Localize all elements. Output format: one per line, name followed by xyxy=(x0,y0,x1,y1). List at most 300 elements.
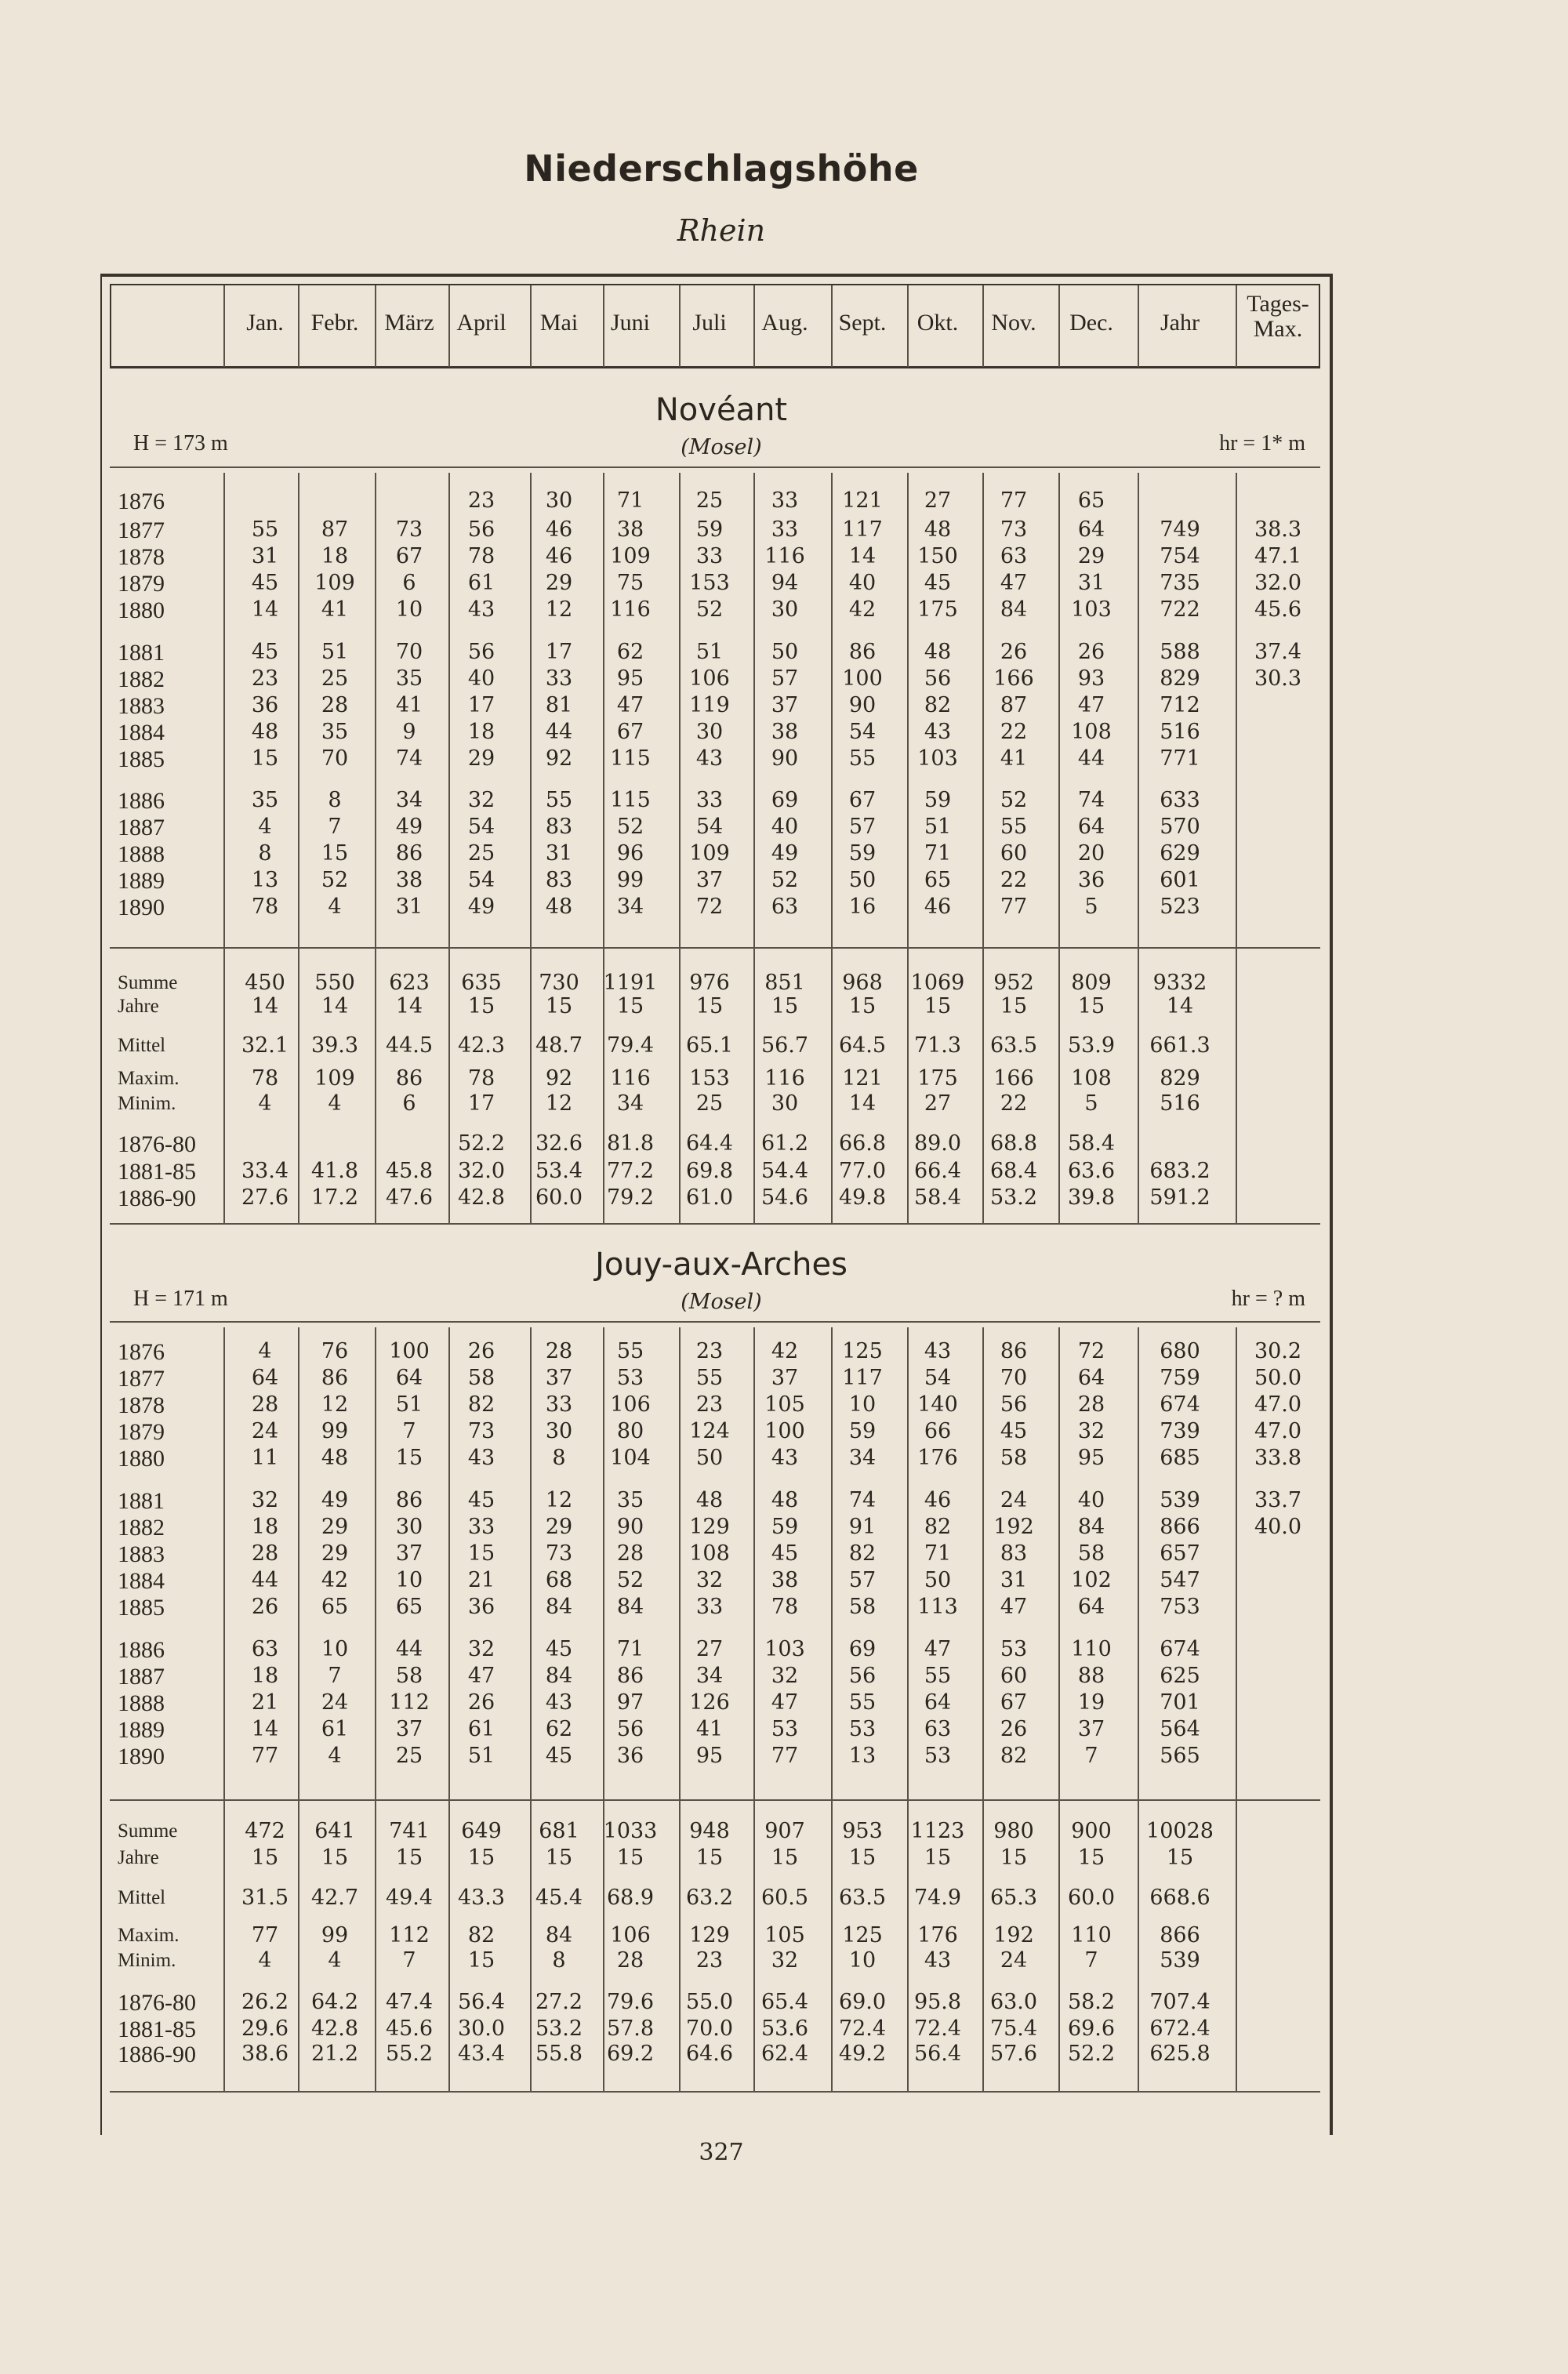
summary-cell: 55.0 xyxy=(685,1990,734,2014)
row-label-year: 1886 xyxy=(118,1637,165,1663)
summary-cell: 45.4 xyxy=(535,1886,583,1910)
table-cell: 35 xyxy=(251,788,279,812)
summary-cell: 15 xyxy=(924,1846,952,1870)
summary-cell: 15 xyxy=(1077,1846,1105,1870)
summary-cell: 84 xyxy=(545,1923,573,1947)
table-cell: 12 xyxy=(545,597,573,622)
table-cell: 82 xyxy=(467,1392,495,1417)
summary-cell: 69.8 xyxy=(685,1159,734,1183)
summary-cell: 53.4 xyxy=(535,1159,583,1183)
table-cell: 33 xyxy=(695,788,724,812)
summary-cell: 43.3 xyxy=(457,1886,506,1910)
table-cell: 25 xyxy=(321,666,349,691)
table-cell: 21 xyxy=(467,1568,495,1592)
summary-cell: 968 xyxy=(842,971,883,995)
summary-cell: 15 xyxy=(545,994,573,1018)
summary-cell: 26.2 xyxy=(241,1990,289,2014)
table-cell: 34 xyxy=(395,788,423,812)
table-cell: 84 xyxy=(545,1664,573,1688)
summary-cell: 24 xyxy=(1000,1948,1028,1973)
table-cell: 109 xyxy=(314,571,355,595)
table-cell: 117 xyxy=(842,1366,883,1390)
row-label-year: 1888 xyxy=(118,841,165,867)
table-cell: 67 xyxy=(616,720,644,744)
summary-cell: 4 xyxy=(328,1948,342,1973)
table-cell: 60 xyxy=(1000,1664,1028,1688)
summary-cell: 47.6 xyxy=(385,1185,434,1210)
table-cell: 34 xyxy=(616,895,644,919)
summary-cell: 948 xyxy=(689,1819,730,1843)
summary-cell: 79.2 xyxy=(606,1185,655,1210)
summary-cell: 661.3 xyxy=(1149,1033,1210,1058)
table-cell: 175 xyxy=(917,597,958,622)
summary-cell: 47.4 xyxy=(385,1990,434,2014)
table-cell: 31 xyxy=(251,544,279,568)
summary-cell: 54.4 xyxy=(760,1159,809,1183)
summary-row-label: 1886-90 xyxy=(118,2042,196,2067)
summary-cell: 64.2 xyxy=(310,1990,359,2014)
table-cell: 117 xyxy=(842,517,883,542)
summary-row-label: Jahre xyxy=(118,1847,159,1868)
summary-cell: 829 xyxy=(1160,1066,1200,1091)
summary-cell: 116 xyxy=(610,1066,651,1091)
summary-cell: 69.2 xyxy=(606,2042,655,2066)
table-cell: 54 xyxy=(467,868,495,892)
table-cell: 30 xyxy=(545,488,573,513)
table-cell: 55 xyxy=(695,1366,724,1390)
table-cell: 55 xyxy=(848,746,877,771)
table-cell: 26 xyxy=(1000,1717,1028,1741)
table-cell: 59 xyxy=(771,1515,799,1539)
table-cell: 26 xyxy=(467,1690,495,1715)
table-cell: 22 xyxy=(1000,720,1028,744)
row-label-year: 1890 xyxy=(118,895,165,920)
table-cell: 64 xyxy=(1077,1595,1105,1619)
table-cell: 588 xyxy=(1160,640,1200,664)
summary-cell: 900 xyxy=(1071,1819,1112,1843)
summary-cell: 74.9 xyxy=(913,1886,962,1910)
table-cell: 25 xyxy=(467,841,495,866)
table-cell: 58 xyxy=(1000,1446,1028,1470)
row-label-year: 1885 xyxy=(118,746,165,772)
summary-cell: 86 xyxy=(395,1066,423,1091)
section-rule xyxy=(110,466,1320,468)
table-cell: 84 xyxy=(1077,1515,1105,1539)
table-cell: 77 xyxy=(1000,488,1028,513)
table-cell: 75 xyxy=(616,571,644,595)
table-cell: 125 xyxy=(842,1339,883,1363)
summary-cell: 71.3 xyxy=(913,1033,962,1058)
table-cell: 547 xyxy=(1160,1568,1200,1592)
table-cell: 65 xyxy=(1077,488,1105,513)
summary-cell: 809 xyxy=(1071,971,1112,995)
summary-cell: 14 xyxy=(848,1091,877,1116)
table-cell: 48 xyxy=(924,640,952,664)
table-cell: 86 xyxy=(321,1366,349,1390)
table-cell: 59 xyxy=(848,841,877,866)
table-cell: 58 xyxy=(1077,1541,1105,1566)
table-cell: 86 xyxy=(616,1664,644,1688)
summary-cell: 21.2 xyxy=(310,2042,359,2066)
summary-cell: 623 xyxy=(389,971,430,995)
table-cell: 81 xyxy=(545,693,573,717)
table-cell: 60 xyxy=(1000,841,1028,866)
table-cell: 57 xyxy=(771,666,799,691)
table-cell: 57 xyxy=(848,1568,877,1592)
station-height: H = 173 m xyxy=(133,431,228,456)
table-cell: 40 xyxy=(771,815,799,839)
table-cell: 28 xyxy=(251,1392,279,1417)
column-divider xyxy=(1138,1327,1139,2091)
table-cell: 9 xyxy=(402,720,416,744)
table-cell: 564 xyxy=(1160,1717,1200,1741)
summary-cell: 976 xyxy=(689,971,730,995)
table-cell: 108 xyxy=(689,1541,730,1566)
table-cell: 77 xyxy=(1000,895,1028,919)
table-cell: 61 xyxy=(321,1717,349,1741)
table-cell: 26 xyxy=(467,1339,495,1363)
table-cell: 35 xyxy=(321,720,349,744)
summary-cell: 66.4 xyxy=(913,1159,962,1183)
summary-cell: 29.6 xyxy=(241,2016,289,2041)
table-cell: 74 xyxy=(848,1488,877,1512)
table-cell: 80 xyxy=(616,1419,644,1443)
summary-cell: 56.4 xyxy=(457,1990,506,2014)
table-cell: 759 xyxy=(1160,1366,1200,1390)
table-cell: 45.6 xyxy=(1254,597,1302,622)
table-cell: 62 xyxy=(545,1717,573,1741)
table-cell: 76 xyxy=(321,1339,349,1363)
summary-cell: 68.8 xyxy=(989,1131,1038,1156)
table-cell: 86 xyxy=(848,640,877,664)
column-header: Aug. xyxy=(761,310,808,336)
table-cell: 42 xyxy=(848,597,877,622)
summary-cell: 591.2 xyxy=(1149,1185,1210,1210)
summary-cell: 15 xyxy=(467,1846,495,1870)
table-cell: 105 xyxy=(764,1392,805,1417)
summary-cell: 15 xyxy=(395,1846,423,1870)
header-divider xyxy=(448,285,450,367)
column-header-tages-max xyxy=(1229,292,1327,342)
table-cell: 45 xyxy=(545,1744,573,1768)
table-cell: 51 xyxy=(695,640,724,664)
table-cell: 4 xyxy=(258,1339,272,1363)
summary-cell: 109 xyxy=(314,1066,355,1091)
table-cell: 121 xyxy=(842,488,883,513)
table-cell: 68 xyxy=(545,1568,573,1592)
summary-cell: 1069 xyxy=(910,971,965,995)
summary-cell: 27.2 xyxy=(535,1990,583,2014)
summary-cell: 68.4 xyxy=(989,1159,1038,1183)
table-cell: 46 xyxy=(924,895,952,919)
summary-cell: 30.0 xyxy=(457,2016,506,2041)
station-name: Novéant xyxy=(655,392,788,428)
table-cell: 701 xyxy=(1160,1690,1200,1715)
summary-cell: 79.4 xyxy=(606,1033,655,1058)
table-cell: 63 xyxy=(771,895,799,919)
river-name: (Mosel) xyxy=(681,1290,762,1314)
summary-row-label: 1886-90 xyxy=(118,1185,196,1211)
table-cell: 51 xyxy=(924,815,952,839)
table-cell: 95 xyxy=(1077,1446,1105,1470)
table-cell: 32 xyxy=(1077,1419,1105,1443)
table-cell: 126 xyxy=(689,1690,730,1715)
summary-cell: 15 xyxy=(616,994,644,1018)
summary-cell: 65.1 xyxy=(685,1033,734,1058)
table-cell: 601 xyxy=(1160,868,1200,892)
table-cell: 10 xyxy=(321,1637,349,1661)
table-cell: 23 xyxy=(467,488,495,513)
summary-cell: 112 xyxy=(389,1923,430,1947)
table-cell: 50 xyxy=(771,640,799,664)
summary-cell: 15 xyxy=(848,1846,877,1870)
table-cell: 19 xyxy=(1077,1690,1105,1715)
summary-cell: 62.4 xyxy=(760,2042,809,2066)
summary-cell: 5 xyxy=(1084,1091,1098,1116)
table-cell: 45 xyxy=(1000,1419,1028,1443)
column-divider xyxy=(1236,1327,1237,2091)
table-cell: 52 xyxy=(771,868,799,892)
summary-row-label: Mittel xyxy=(118,1035,166,1056)
summary-cell: 28 xyxy=(616,1948,644,1973)
summary-cell: 866 xyxy=(1160,1923,1200,1947)
table-cell: 97 xyxy=(616,1690,644,1715)
table-cell: 45 xyxy=(251,571,279,595)
summary-cell: 851 xyxy=(764,971,805,995)
table-cell: 64 xyxy=(395,1366,423,1390)
summary-cell: 1191 xyxy=(603,971,658,995)
table-cell: 45 xyxy=(771,1541,799,1566)
summary-cell: 4 xyxy=(258,1091,272,1116)
table-cell: 45 xyxy=(924,571,952,595)
table-cell: 83 xyxy=(545,868,573,892)
summary-cell: 625.8 xyxy=(1149,2042,1210,2066)
row-label-year: 1883 xyxy=(118,693,165,719)
table-cell: 866 xyxy=(1160,1515,1200,1539)
table-cell: 55 xyxy=(848,1690,877,1715)
table-cell: 52 xyxy=(616,815,644,839)
table-cell: 12 xyxy=(545,1488,573,1512)
table-cell: 674 xyxy=(1160,1637,1200,1661)
river-name: (Mosel) xyxy=(681,435,762,459)
table-cell: 14 xyxy=(251,597,279,622)
summary-cell: 32.6 xyxy=(535,1131,583,1156)
table-cell: 29 xyxy=(321,1515,349,1539)
table-cell: 43 xyxy=(771,1446,799,1470)
summary-cell: 41.8 xyxy=(310,1159,359,1183)
table-cell: 36 xyxy=(1077,868,1105,892)
summary-cell: 48.7 xyxy=(535,1033,583,1058)
table-cell: 4 xyxy=(328,1744,342,1768)
table-cell: 103 xyxy=(917,746,958,771)
summary-cell: 61.2 xyxy=(760,1131,809,1156)
summary-cell: 42.3 xyxy=(457,1033,506,1058)
summary-cell: 110 xyxy=(1071,1923,1112,1947)
summary-cell: 56.4 xyxy=(913,2042,962,2066)
table-cell: 110 xyxy=(1071,1637,1112,1661)
summary-cell: 69.6 xyxy=(1067,2016,1116,2041)
table-cell: 7 xyxy=(402,1419,416,1443)
table-cell: 82 xyxy=(924,1515,952,1539)
table-cell: 54 xyxy=(695,815,724,839)
summary-cell: 63.2 xyxy=(685,1886,734,1910)
table-cell: 73 xyxy=(1000,517,1028,542)
table-cell: 45 xyxy=(545,1637,573,1661)
table-cell: 37 xyxy=(1077,1717,1105,1741)
table-cell: 84 xyxy=(545,1595,573,1619)
table-cell: 66 xyxy=(924,1419,952,1443)
table-cell: 43 xyxy=(467,597,495,622)
table-cell: 30.3 xyxy=(1254,666,1302,691)
summary-cell: 15 xyxy=(695,994,724,1018)
table-cell: 59 xyxy=(924,788,952,812)
table-cell: 35 xyxy=(616,1488,644,1512)
table-cell: 43 xyxy=(924,720,952,744)
summary-cell: 121 xyxy=(842,1066,883,1091)
summary-cell: 95.8 xyxy=(913,1990,962,2014)
table-cell: 32 xyxy=(771,1664,799,1688)
row-label-year: 1881 xyxy=(118,1488,165,1514)
table-cell: 56 xyxy=(467,640,495,664)
summary-cell: 166 xyxy=(993,1066,1034,1091)
table-cell: 35 xyxy=(395,666,423,691)
header-divider xyxy=(982,285,984,367)
table-cell: 722 xyxy=(1160,597,1200,622)
table-cell: 30 xyxy=(771,597,799,622)
table-cell: 40.0 xyxy=(1254,1515,1302,1539)
table-cell: 40 xyxy=(467,666,495,691)
table-cell: 84 xyxy=(616,1595,644,1619)
table-cell: 539 xyxy=(1160,1488,1200,1512)
table-cell: 47 xyxy=(1000,571,1028,595)
summary-cell: 34 xyxy=(616,1091,644,1116)
table-cell: 55 xyxy=(1000,815,1028,839)
table-cell: 49 xyxy=(395,815,423,839)
header-divider xyxy=(753,285,755,367)
summary-cell: 1033 xyxy=(603,1819,658,1843)
table-cell: 100 xyxy=(842,666,883,691)
table-cell: 14 xyxy=(251,1717,279,1741)
table-cell: 72 xyxy=(695,895,724,919)
summary-cell: 106 xyxy=(610,1923,651,1947)
table-cell: 30 xyxy=(395,1515,423,1539)
table-cell: 48 xyxy=(695,1488,724,1512)
table-cell: 71 xyxy=(616,1637,644,1661)
summary-cell: 65.4 xyxy=(760,1990,809,2014)
summary-cell: 15 xyxy=(695,1846,724,1870)
summary-cell: 45.8 xyxy=(385,1159,434,1183)
summary-cell: 53.6 xyxy=(760,2016,809,2041)
table-cell: 44 xyxy=(395,1637,423,1661)
table-cell: 33 xyxy=(695,1595,724,1619)
table-cell: 49 xyxy=(321,1488,349,1512)
summary-cell: 89.0 xyxy=(913,1131,962,1156)
header-divider xyxy=(831,285,833,367)
row-label-year: 1877 xyxy=(118,1366,165,1392)
table-cell: 754 xyxy=(1160,544,1200,568)
table-cell: 16 xyxy=(848,895,877,919)
table-cell: 5 xyxy=(1084,895,1098,919)
table-cell: 63 xyxy=(1000,544,1028,568)
row-label-year: 1879 xyxy=(118,571,165,597)
summary-row-label: 1881-85 xyxy=(118,1159,196,1185)
table-cell: 29 xyxy=(545,1515,573,1539)
table-cell: 26 xyxy=(1077,640,1105,664)
table-cell: 49 xyxy=(467,895,495,919)
table-cell: 20 xyxy=(1077,841,1105,866)
row-label-year: 1889 xyxy=(118,868,165,894)
table-cell: 95 xyxy=(695,1744,724,1768)
table-cell: 33 xyxy=(467,1515,495,1539)
table-cell: 37 xyxy=(771,1366,799,1390)
table-cell: 115 xyxy=(610,788,651,812)
table-cell: 36 xyxy=(616,1744,644,1768)
table-cell: 90 xyxy=(771,746,799,771)
summary-cell: 153 xyxy=(689,1066,730,1091)
table-cell: 18 xyxy=(251,1664,279,1688)
table-cell: 37 xyxy=(395,1717,423,1741)
summary-cell: 58.4 xyxy=(913,1185,962,1210)
summary-cell: 53.2 xyxy=(535,2016,583,2041)
table-cell: 24 xyxy=(1000,1488,1028,1512)
table-cell: 77 xyxy=(771,1744,799,1768)
table-cell: 44 xyxy=(545,720,573,744)
table-cell: 119 xyxy=(689,693,730,717)
table-cell: 64 xyxy=(1077,815,1105,839)
table-cell: 115 xyxy=(610,746,651,771)
table-cell: 53 xyxy=(1000,1637,1028,1661)
summary-cell: 61.0 xyxy=(685,1185,734,1210)
row-label-year: 1881 xyxy=(118,640,165,666)
table-cell: 55 xyxy=(924,1664,952,1688)
column-header: Juli xyxy=(692,310,727,336)
summary-cell: 60.0 xyxy=(535,1185,583,1210)
table-cell: 28 xyxy=(321,693,349,717)
column-header: Jan. xyxy=(246,310,284,336)
table-cell: 116 xyxy=(610,597,651,622)
summary-cell: 79.6 xyxy=(606,1990,655,2014)
table-cell: 523 xyxy=(1160,895,1200,919)
summary-cell: 39.3 xyxy=(310,1033,359,1058)
table-cell: 28 xyxy=(616,1541,644,1566)
summary-cell: 450 xyxy=(245,971,285,995)
table-cell: 52 xyxy=(616,1568,644,1592)
table-cell: 71 xyxy=(616,488,644,513)
summary-cell: 27.6 xyxy=(241,1185,289,1210)
table-cell: 87 xyxy=(1000,693,1028,717)
table-cell: 50.0 xyxy=(1254,1366,1302,1390)
summary-cell: 53.2 xyxy=(989,1185,1038,1210)
table-cell: 8 xyxy=(258,841,272,866)
row-label-year: 1882 xyxy=(118,666,165,692)
table-cell: 47.0 xyxy=(1254,1419,1302,1443)
table-cell: 87 xyxy=(321,517,349,542)
table-cell: 8 xyxy=(328,788,342,812)
row-label-year: 1876 xyxy=(118,488,165,514)
summary-cell: 10028 xyxy=(1146,1819,1214,1843)
summary-cell: 681 xyxy=(539,1819,579,1843)
summary-cell: 39.8 xyxy=(1067,1185,1116,1210)
table-cell: 108 xyxy=(1071,720,1112,744)
table-cell: 78 xyxy=(771,1595,799,1619)
table-cell: 12 xyxy=(321,1392,349,1417)
table-cell: 51 xyxy=(395,1392,423,1417)
column-header: Dec. xyxy=(1069,310,1113,336)
row-label-year: 1889 xyxy=(118,1717,165,1743)
summary-row-label: 1876-80 xyxy=(118,1990,196,2016)
summary-cell: 14 xyxy=(251,994,279,1018)
table-cell: 47.0 xyxy=(1254,1392,1302,1417)
